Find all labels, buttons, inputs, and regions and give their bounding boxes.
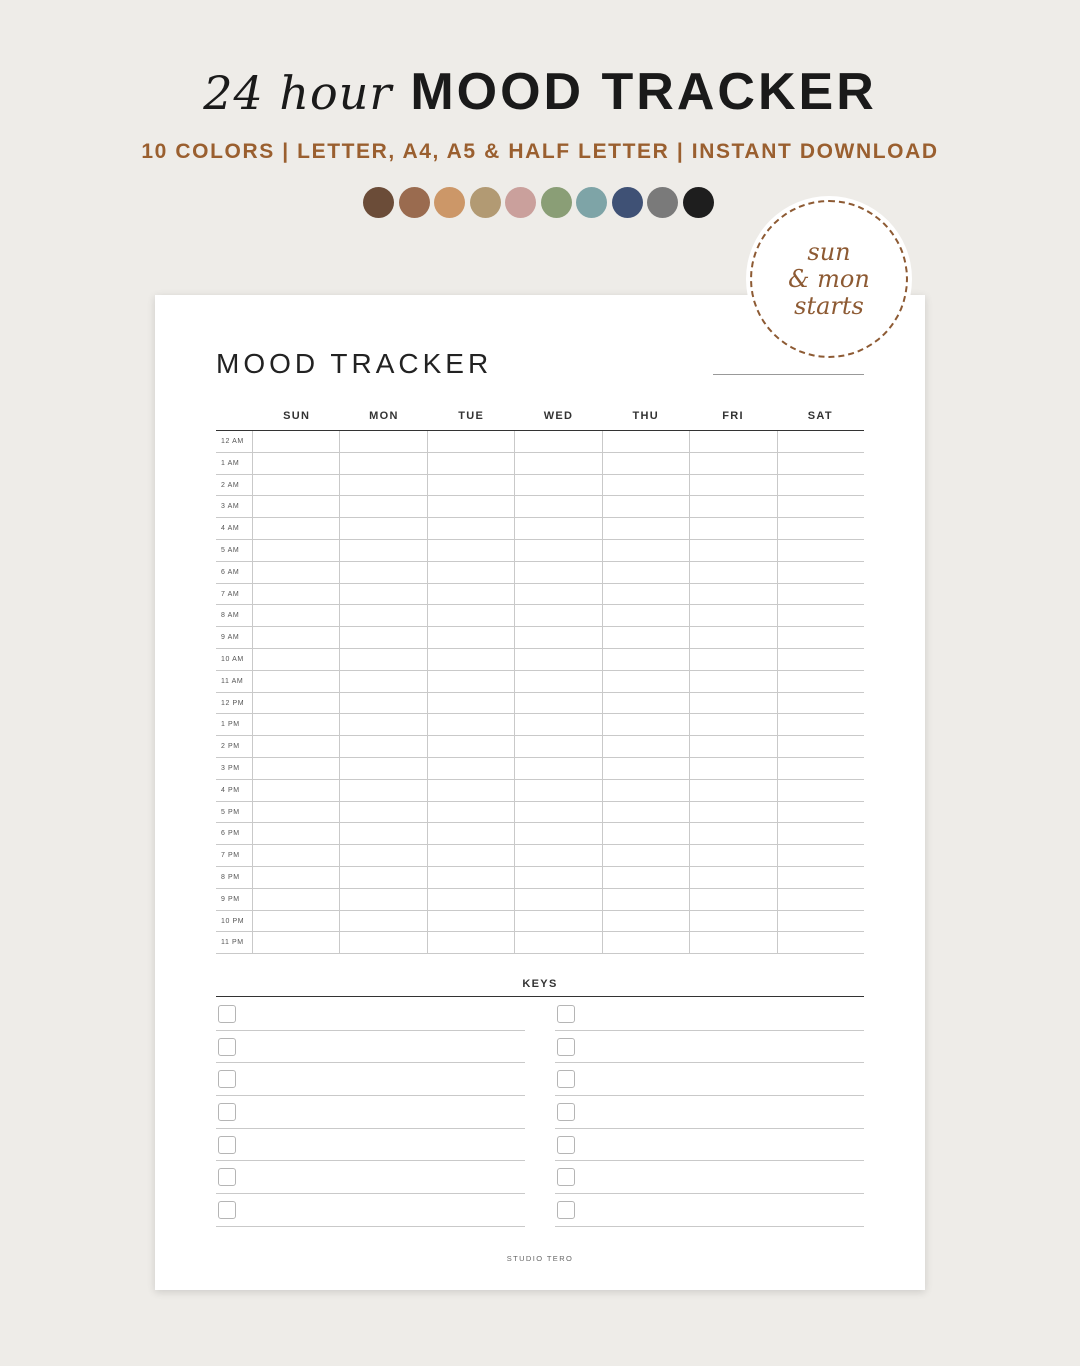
key-row[interactable] bbox=[216, 1031, 525, 1064]
mood-cell[interactable] bbox=[253, 802, 340, 823]
key-checkbox[interactable] bbox=[557, 1005, 575, 1023]
mood-cell[interactable] bbox=[778, 453, 864, 474]
mood-cell[interactable] bbox=[340, 889, 427, 910]
mood-cell[interactable] bbox=[253, 605, 340, 626]
mood-cell[interactable] bbox=[778, 889, 864, 910]
hour-row bbox=[216, 584, 864, 606]
mood-cell[interactable] bbox=[253, 714, 340, 735]
mood-cell[interactable] bbox=[603, 518, 690, 539]
color-swatches bbox=[363, 187, 714, 218]
hour-label: 5 PM bbox=[216, 802, 253, 823]
mood-cell[interactable] bbox=[340, 693, 427, 714]
hour-label: 5 AM bbox=[216, 540, 253, 561]
mood-cell[interactable] bbox=[690, 867, 777, 888]
mood-cell[interactable] bbox=[690, 649, 777, 670]
mood-cell[interactable] bbox=[428, 496, 515, 517]
key-row[interactable] bbox=[216, 1194, 525, 1227]
mood-cell[interactable] bbox=[340, 823, 427, 844]
key-row[interactable] bbox=[555, 1031, 864, 1064]
mood-cell[interactable] bbox=[340, 627, 427, 648]
key-checkbox[interactable] bbox=[218, 1201, 236, 1219]
mood-cell[interactable] bbox=[778, 823, 864, 844]
mood-cell[interactable] bbox=[690, 932, 777, 953]
key-checkbox[interactable] bbox=[557, 1103, 575, 1121]
mood-cell[interactable] bbox=[340, 780, 427, 801]
day-header: WED bbox=[543, 410, 574, 422]
hour-row bbox=[216, 911, 864, 933]
mood-cell[interactable] bbox=[778, 758, 864, 779]
mood-cell[interactable] bbox=[690, 736, 777, 757]
mood-cell[interactable] bbox=[603, 823, 690, 844]
keys-rule bbox=[216, 996, 864, 997]
mood-cell[interactable] bbox=[690, 780, 777, 801]
mood-cell[interactable] bbox=[340, 562, 427, 583]
mood-cell[interactable] bbox=[428, 453, 515, 474]
subtitle: 10 COLORS | LETTER, A4, A5 & HALF LETTER | INSTANT DOWNLOAD bbox=[141, 140, 939, 163]
hour-label: 2 AM bbox=[216, 475, 253, 496]
mood-cell[interactable] bbox=[690, 584, 777, 605]
hour-row bbox=[216, 932, 864, 954]
mood-cell[interactable] bbox=[690, 823, 777, 844]
keys-column-left bbox=[216, 998, 525, 1227]
mood-cell[interactable] bbox=[253, 736, 340, 757]
hour-label: 4 AM bbox=[216, 518, 253, 539]
mood-cell[interactable] bbox=[428, 562, 515, 583]
mood-cell[interactable] bbox=[253, 823, 340, 844]
color-swatch[interactable] bbox=[363, 187, 394, 218]
key-row[interactable] bbox=[555, 1161, 864, 1194]
mood-cell[interactable] bbox=[515, 714, 602, 735]
mood-cell[interactable] bbox=[515, 518, 602, 539]
mood-cell[interactable] bbox=[690, 627, 777, 648]
hour-label: 11 PM bbox=[216, 932, 253, 953]
color-swatch[interactable] bbox=[434, 187, 465, 218]
mood-cell[interactable] bbox=[690, 496, 777, 517]
mood-cell[interactable] bbox=[428, 780, 515, 801]
key-row[interactable] bbox=[555, 998, 864, 1031]
hour-label: 10 PM bbox=[216, 911, 253, 932]
mood-cell[interactable] bbox=[778, 562, 864, 583]
hour-row bbox=[216, 693, 864, 715]
hour-label: 7 AM bbox=[216, 584, 253, 605]
hour-label: 11 AM bbox=[216, 671, 253, 692]
key-row[interactable] bbox=[555, 1063, 864, 1096]
hour-label: 1 PM bbox=[216, 714, 253, 735]
mood-cell[interactable] bbox=[340, 431, 427, 452]
mood-cell[interactable] bbox=[778, 932, 864, 953]
mood-cell[interactable] bbox=[340, 911, 427, 932]
key-checkbox[interactable] bbox=[218, 1005, 236, 1023]
badge-line-2: & mon bbox=[788, 264, 870, 293]
day-header: SAT bbox=[807, 410, 833, 422]
mood-cell[interactable] bbox=[253, 453, 340, 474]
key-row[interactable] bbox=[216, 1096, 525, 1129]
mood-cell[interactable] bbox=[428, 736, 515, 757]
mood-cell[interactable] bbox=[428, 911, 515, 932]
day-header: TUE bbox=[458, 410, 485, 422]
keys-column-right bbox=[555, 998, 864, 1227]
color-swatch[interactable] bbox=[470, 187, 501, 218]
mood-cell[interactable] bbox=[253, 911, 340, 932]
hour-label: 3 PM bbox=[216, 758, 253, 779]
mood-cell[interactable] bbox=[515, 475, 602, 496]
mood-cell[interactable] bbox=[340, 518, 427, 539]
mood-cell[interactable] bbox=[253, 540, 340, 561]
key-row[interactable] bbox=[555, 1096, 864, 1129]
mood-cell[interactable] bbox=[428, 627, 515, 648]
mood-cell[interactable] bbox=[778, 431, 864, 452]
mood-cell[interactable] bbox=[515, 736, 602, 757]
hour-row bbox=[216, 431, 864, 453]
mood-cell[interactable] bbox=[690, 605, 777, 626]
mood-cell[interactable] bbox=[428, 431, 515, 452]
mood-cell[interactable] bbox=[340, 714, 427, 735]
mood-cell[interactable] bbox=[778, 671, 864, 692]
mood-cell[interactable] bbox=[340, 453, 427, 474]
mood-cell[interactable] bbox=[340, 758, 427, 779]
mood-cell[interactable] bbox=[515, 932, 602, 953]
hour-row bbox=[216, 714, 864, 736]
key-row[interactable] bbox=[216, 1161, 525, 1194]
key-checkbox[interactable] bbox=[557, 1201, 575, 1219]
mood-cell[interactable] bbox=[428, 932, 515, 953]
mood-cell[interactable] bbox=[690, 540, 777, 561]
key-row[interactable] bbox=[216, 1129, 525, 1162]
headline-bold: MOOD TRACKER bbox=[410, 63, 877, 121]
mood-cell[interactable] bbox=[690, 431, 777, 452]
color-swatch[interactable] bbox=[576, 187, 607, 218]
color-swatch[interactable] bbox=[683, 187, 714, 218]
mood-cell[interactable] bbox=[515, 649, 602, 670]
mood-cell[interactable] bbox=[603, 736, 690, 757]
mood-cell[interactable] bbox=[515, 911, 602, 932]
hour-row bbox=[216, 475, 864, 497]
mood-cell[interactable] bbox=[515, 889, 602, 910]
key-checkbox[interactable] bbox=[557, 1070, 575, 1088]
mood-cell[interactable] bbox=[428, 671, 515, 692]
day-header: MON bbox=[369, 410, 399, 422]
hour-row bbox=[216, 605, 864, 627]
hour-row bbox=[216, 671, 864, 693]
hour-row bbox=[216, 518, 864, 540]
mood-cell[interactable] bbox=[515, 584, 602, 605]
hour-row bbox=[216, 889, 864, 911]
day-header: SUN bbox=[283, 410, 311, 422]
mood-cell[interactable] bbox=[253, 584, 340, 605]
mood-cell[interactable] bbox=[778, 714, 864, 735]
color-swatch[interactable] bbox=[647, 187, 678, 218]
mood-cell[interactable] bbox=[515, 540, 602, 561]
mood-cell[interactable] bbox=[515, 605, 602, 626]
mood-cell[interactable] bbox=[778, 780, 864, 801]
mood-cell[interactable] bbox=[428, 823, 515, 844]
hour-row bbox=[216, 823, 864, 845]
mood-cell[interactable] bbox=[603, 431, 690, 452]
key-checkbox[interactable] bbox=[557, 1168, 575, 1186]
hour-label: 9 PM bbox=[216, 889, 253, 910]
mood-cell[interactable] bbox=[253, 671, 340, 692]
day-header-row bbox=[216, 408, 864, 431]
tracker-page bbox=[155, 291, 925, 1290]
badge-line-3: starts bbox=[794, 291, 864, 320]
hour-label: 1 AM bbox=[216, 453, 253, 474]
hour-label: 12 AM bbox=[216, 431, 253, 452]
mood-cell[interactable] bbox=[515, 671, 602, 692]
mood-cell[interactable] bbox=[603, 889, 690, 910]
mood-cell[interactable] bbox=[253, 431, 340, 452]
hour-label: 6 AM bbox=[216, 562, 253, 583]
mood-cell[interactable] bbox=[515, 453, 602, 474]
mood-cell[interactable] bbox=[778, 911, 864, 932]
mood-cell[interactable] bbox=[428, 693, 515, 714]
mood-cell[interactable] bbox=[603, 693, 690, 714]
hour-label: 3 AM bbox=[216, 496, 253, 517]
key-checkbox[interactable] bbox=[218, 1136, 236, 1154]
key-checkbox[interactable] bbox=[557, 1038, 575, 1056]
mood-cell[interactable] bbox=[690, 475, 777, 496]
key-row[interactable] bbox=[216, 998, 525, 1031]
hour-label: 7 PM bbox=[216, 845, 253, 866]
mood-cell[interactable] bbox=[253, 932, 340, 953]
mood-cell[interactable] bbox=[778, 649, 864, 670]
mood-cell[interactable] bbox=[428, 584, 515, 605]
mood-cell[interactable] bbox=[340, 496, 427, 517]
key-checkbox[interactable] bbox=[218, 1038, 236, 1056]
mood-cell[interactable] bbox=[778, 584, 864, 605]
mood-cell[interactable] bbox=[515, 780, 602, 801]
key-checkbox[interactable] bbox=[557, 1136, 575, 1154]
mood-cell[interactable] bbox=[603, 605, 690, 626]
hour-row bbox=[216, 802, 864, 824]
mood-cell[interactable] bbox=[778, 475, 864, 496]
mood-cell[interactable] bbox=[515, 845, 602, 866]
mood-cell[interactable] bbox=[690, 911, 777, 932]
headline-italic: 24 hour bbox=[203, 66, 393, 120]
mood-cell[interactable] bbox=[253, 475, 340, 496]
mood-cell[interactable] bbox=[690, 758, 777, 779]
mood-cell[interactable] bbox=[690, 802, 777, 823]
mood-cell[interactable] bbox=[778, 496, 864, 517]
mood-cell[interactable] bbox=[603, 714, 690, 735]
mood-cell[interactable] bbox=[253, 845, 340, 866]
mood-cell[interactable] bbox=[340, 736, 427, 757]
mood-cell[interactable] bbox=[778, 627, 864, 648]
mood-cell[interactable] bbox=[428, 758, 515, 779]
key-row[interactable] bbox=[216, 1063, 525, 1096]
hour-label: 8 PM bbox=[216, 867, 253, 888]
mood-cell[interactable] bbox=[340, 867, 427, 888]
mood-cell[interactable] bbox=[340, 649, 427, 670]
color-swatch[interactable] bbox=[399, 187, 430, 218]
mood-cell[interactable] bbox=[603, 671, 690, 692]
mood-cell[interactable] bbox=[428, 649, 515, 670]
mood-cell[interactable] bbox=[428, 518, 515, 539]
mood-cell[interactable] bbox=[778, 693, 864, 714]
badge-line-1: sun bbox=[807, 237, 851, 266]
mood-cell[interactable] bbox=[428, 889, 515, 910]
mood-cell[interactable] bbox=[515, 867, 602, 888]
mood-cell[interactable] bbox=[428, 714, 515, 735]
mood-cell[interactable] bbox=[428, 475, 515, 496]
mood-grid bbox=[216, 408, 864, 954]
hour-label: 4 PM bbox=[216, 780, 253, 801]
mood-cell[interactable] bbox=[253, 562, 340, 583]
mood-cell[interactable] bbox=[603, 496, 690, 517]
mood-cell[interactable] bbox=[603, 867, 690, 888]
keys-title: KEYS bbox=[522, 978, 558, 990]
key-row[interactable] bbox=[555, 1129, 864, 1162]
mood-cell[interactable] bbox=[428, 867, 515, 888]
mood-cell[interactable] bbox=[778, 736, 864, 757]
mood-cell[interactable] bbox=[428, 845, 515, 866]
mood-cell[interactable] bbox=[428, 802, 515, 823]
page-title: MOOD TRACKER bbox=[216, 348, 493, 379]
mood-cell[interactable] bbox=[340, 584, 427, 605]
mood-cell[interactable] bbox=[603, 627, 690, 648]
hour-row bbox=[216, 867, 864, 889]
key-checkbox[interactable] bbox=[218, 1070, 236, 1088]
hour-row bbox=[216, 780, 864, 802]
name-line[interactable] bbox=[713, 374, 864, 375]
hour-row bbox=[216, 562, 864, 584]
hour-row bbox=[216, 758, 864, 780]
hour-label: 9 AM bbox=[216, 627, 253, 648]
mood-cell[interactable] bbox=[428, 540, 515, 561]
mood-cell[interactable] bbox=[340, 932, 427, 953]
mood-cell[interactable] bbox=[515, 431, 602, 452]
mood-cell[interactable] bbox=[603, 845, 690, 866]
mood-cell[interactable] bbox=[778, 540, 864, 561]
mood-cell[interactable] bbox=[690, 889, 777, 910]
mood-cell[interactable] bbox=[253, 496, 340, 517]
mood-cell[interactable] bbox=[603, 562, 690, 583]
color-swatch[interactable] bbox=[612, 187, 643, 218]
hour-label: 6 PM bbox=[216, 823, 253, 844]
mood-cell[interactable] bbox=[603, 932, 690, 953]
mood-cell[interactable] bbox=[690, 562, 777, 583]
mood-cell[interactable] bbox=[340, 845, 427, 866]
mood-cell[interactable] bbox=[253, 649, 340, 670]
mood-cell[interactable] bbox=[253, 627, 340, 648]
mood-cell[interactable] bbox=[253, 758, 340, 779]
mood-cell[interactable] bbox=[253, 693, 340, 714]
key-row[interactable] bbox=[555, 1194, 864, 1227]
key-checkbox[interactable] bbox=[218, 1168, 236, 1186]
mood-cell[interactable] bbox=[515, 758, 602, 779]
mood-cell[interactable] bbox=[428, 605, 515, 626]
hour-row bbox=[216, 736, 864, 758]
mood-cell[interactable] bbox=[515, 802, 602, 823]
mood-cell[interactable] bbox=[253, 867, 340, 888]
mood-cell[interactable] bbox=[515, 562, 602, 583]
mood-cell[interactable] bbox=[515, 496, 602, 517]
mood-cell[interactable] bbox=[603, 911, 690, 932]
mood-cell[interactable] bbox=[690, 671, 777, 692]
hour-row bbox=[216, 845, 864, 867]
mood-cell[interactable] bbox=[778, 802, 864, 823]
mood-cell[interactable] bbox=[253, 780, 340, 801]
mood-cell[interactable] bbox=[603, 453, 690, 474]
mood-cell[interactable] bbox=[778, 605, 864, 626]
hour-row bbox=[216, 453, 864, 475]
brand-footer: STUDIO TERO bbox=[506, 1254, 574, 1263]
mood-cell[interactable] bbox=[690, 453, 777, 474]
day-header: THU bbox=[632, 410, 660, 422]
day-header: FRI bbox=[722, 410, 744, 422]
mood-cell[interactable] bbox=[603, 475, 690, 496]
mood-cell[interactable] bbox=[603, 584, 690, 605]
mood-cell[interactable] bbox=[690, 714, 777, 735]
hour-row bbox=[216, 496, 864, 518]
mood-cell[interactable] bbox=[778, 867, 864, 888]
color-swatch[interactable] bbox=[541, 187, 572, 218]
mood-cell[interactable] bbox=[778, 845, 864, 866]
mood-cell[interactable] bbox=[340, 540, 427, 561]
hour-label: 10 AM bbox=[216, 649, 253, 670]
hour-label: 12 PM bbox=[216, 693, 253, 714]
mood-cell[interactable] bbox=[690, 518, 777, 539]
mood-cell[interactable] bbox=[515, 823, 602, 844]
hour-label: 8 AM bbox=[216, 605, 253, 626]
mood-cell[interactable] bbox=[253, 518, 340, 539]
mood-cell[interactable] bbox=[340, 802, 427, 823]
mood-cell[interactable] bbox=[603, 780, 690, 801]
mood-cell[interactable] bbox=[603, 758, 690, 779]
mood-cell[interactable] bbox=[340, 475, 427, 496]
time-header-spacer bbox=[216, 408, 253, 430]
mood-cell[interactable] bbox=[340, 671, 427, 692]
mood-cell[interactable] bbox=[778, 518, 864, 539]
mood-cell[interactable] bbox=[603, 802, 690, 823]
mood-cell[interactable] bbox=[690, 845, 777, 866]
hour-row bbox=[216, 540, 864, 562]
headline bbox=[0, 62, 1080, 122]
key-checkbox[interactable] bbox=[218, 1103, 236, 1121]
mood-cell[interactable] bbox=[515, 693, 602, 714]
sun-mon-starts-badge bbox=[750, 200, 908, 358]
hour-label: 2 PM bbox=[216, 736, 253, 757]
hour-row bbox=[216, 649, 864, 671]
mood-cell[interactable] bbox=[603, 540, 690, 561]
mood-cell[interactable] bbox=[515, 627, 602, 648]
mood-cell[interactable] bbox=[340, 605, 427, 626]
mood-cell[interactable] bbox=[253, 889, 340, 910]
color-swatch[interactable] bbox=[505, 187, 536, 218]
mood-cell[interactable] bbox=[690, 693, 777, 714]
hour-row bbox=[216, 627, 864, 649]
mood-cell[interactable] bbox=[603, 649, 690, 670]
